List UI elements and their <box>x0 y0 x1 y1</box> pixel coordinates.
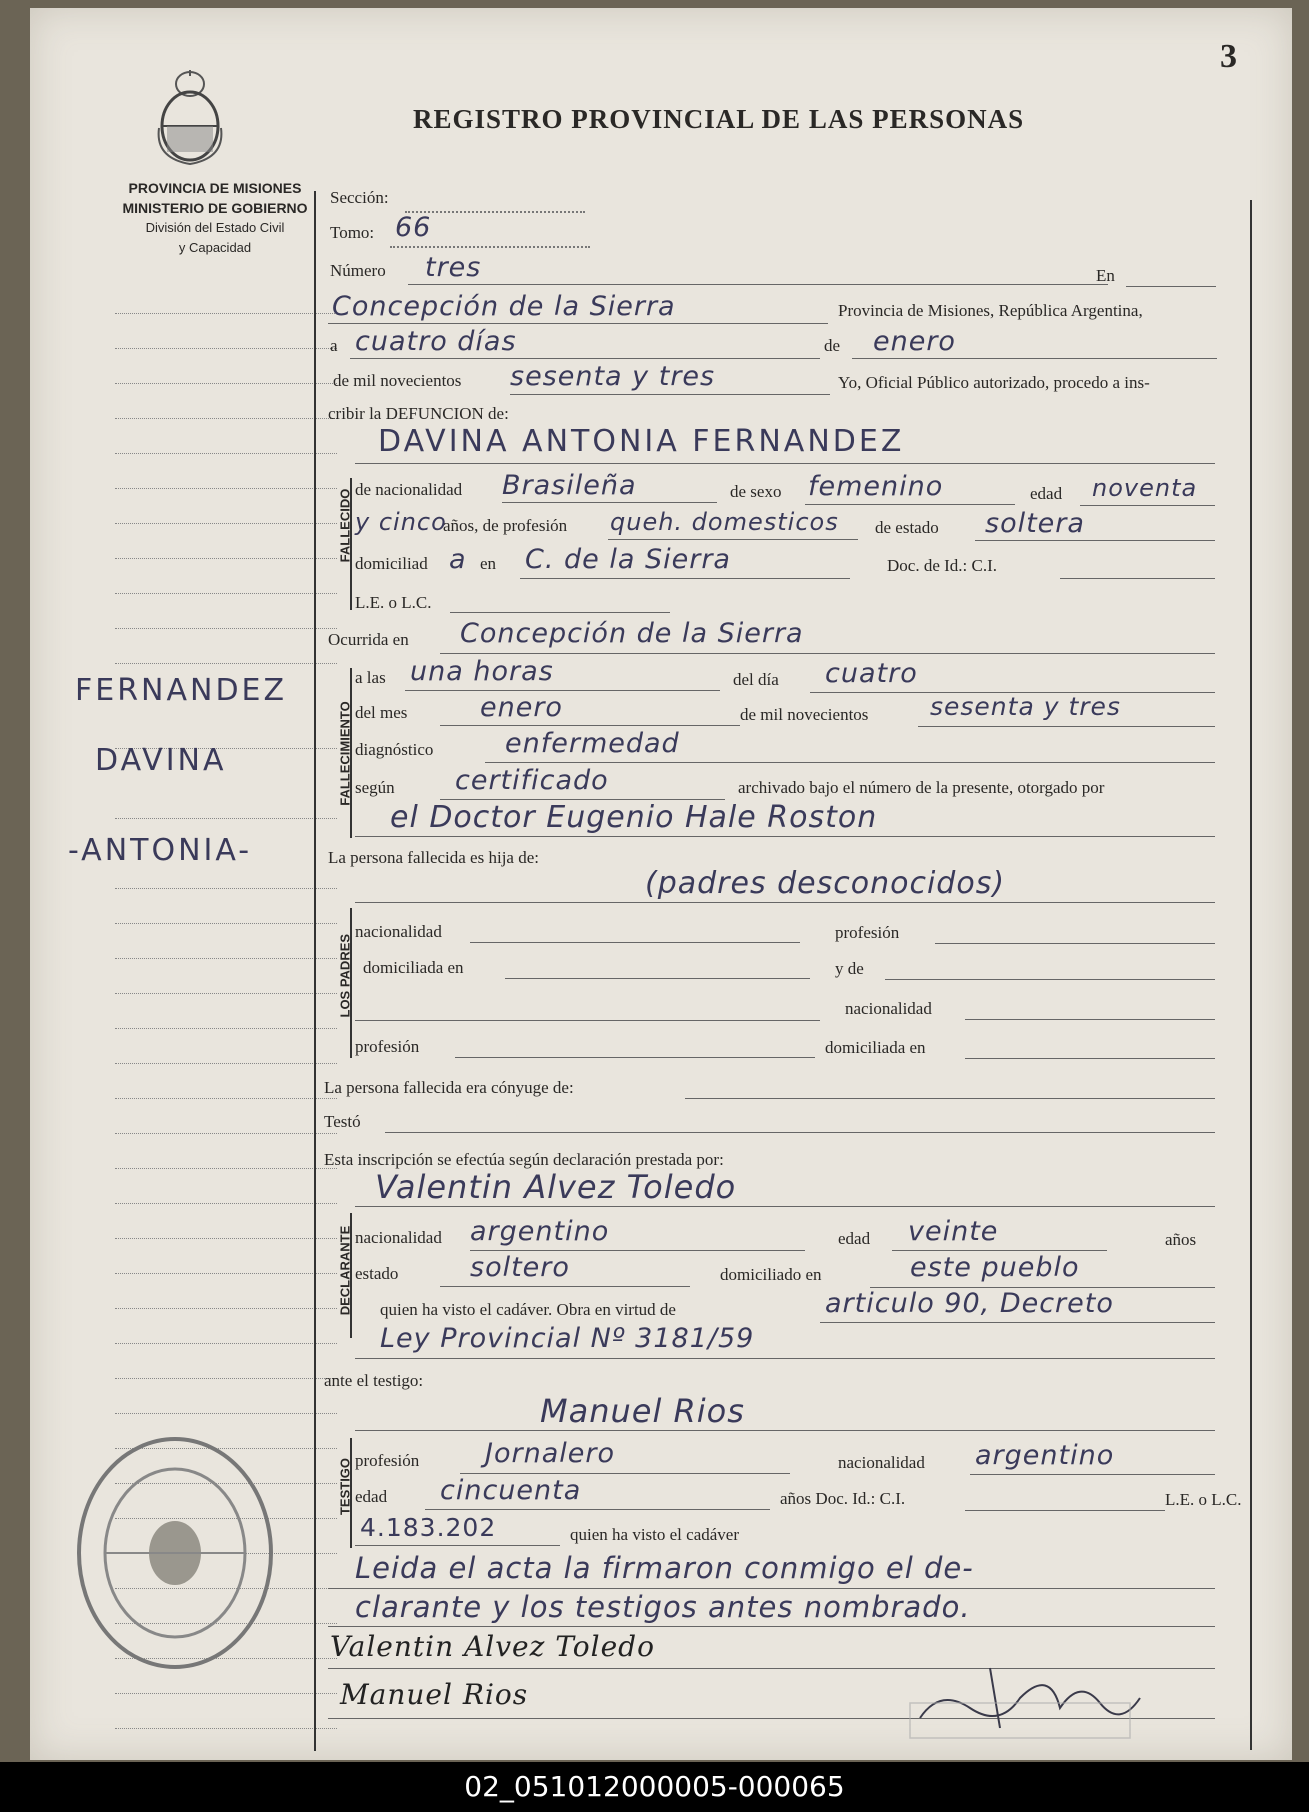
doc-label: Doc. de Id.: C.I. <box>887 556 998 575</box>
decl-obra-line <box>820 1322 1215 1323</box>
deceased-name-line <box>355 463 1215 464</box>
doctor-line <box>355 836 1215 837</box>
prof-value: queh. domesticos <box>610 508 839 536</box>
mil-label: de mil novecientos <box>333 371 462 390</box>
declarante-name-line <box>355 1206 1215 1207</box>
dias-line <box>350 358 820 359</box>
margin-first-name: DAVINA <box>95 743 227 778</box>
dia-value: cuatro <box>825 658 918 689</box>
closing-line-1-rule <box>328 1588 1215 1589</box>
ocurrida-value: Concepción de la Sierra <box>460 618 804 649</box>
test-le-label: L.E. o L.C. <box>1165 1490 1242 1509</box>
fallecido-nac-line <box>502 502 717 503</box>
decl-domic-value: este pueblo <box>910 1252 1080 1283</box>
seccion-label: Sección: <box>330 188 389 207</box>
decl-estado-label: estado <box>355 1264 399 1283</box>
padres-nac-label: nacionalidad <box>355 922 442 941</box>
test-quien-label: quien ha visto el cadáver <box>570 1525 739 1544</box>
decl-obra-value: articulo 90, Decreto <box>825 1288 1114 1319</box>
decl-edad-label: edad <box>838 1229 871 1248</box>
conyuge-line <box>685 1098 1215 1099</box>
domic-value: C. de la Sierra <box>525 544 731 575</box>
margin-second-name: -ANTONIA- <box>68 833 253 868</box>
decl-domic-label: domiciliado en <box>720 1265 822 1284</box>
padres-prof-line <box>935 943 1215 944</box>
page-number: 3 <box>1220 38 1237 75</box>
de-label: de <box>824 336 841 355</box>
register-page <box>30 8 1292 1760</box>
le-line <box>450 612 670 613</box>
mes-line <box>852 358 1217 359</box>
official-signature <box>900 1648 1150 1748</box>
issuer-division: División del Estado Civil <box>145 220 285 235</box>
testo-line <box>385 1132 1215 1133</box>
test-nac-label: nacionalidad <box>838 1453 925 1472</box>
prof-line <box>608 539 858 540</box>
padres-nac2-line <box>965 1019 1215 1020</box>
deceased-name-value: DAVINA ANTONIA FERNANDEZ <box>378 424 905 459</box>
file-id-bar <box>0 1762 1309 1812</box>
en-label: En <box>1096 266 1115 285</box>
decl-quien-label: quien ha visto el cadáver. Obra en virtud de <box>380 1300 676 1319</box>
test-ci-line <box>355 1545 560 1546</box>
test-edad-value: cincuenta <box>440 1475 582 1506</box>
anio-value: sesenta y tres <box>510 361 716 392</box>
edad-line <box>1080 505 1215 506</box>
closing-line-1: Leida el acta la firmaron conmigo el de- <box>355 1551 974 1585</box>
yde-label: y de <box>835 959 864 978</box>
ante-label: ante el testigo: <box>324 1371 424 1390</box>
signature-declarante: Valentin Alvez Toledo <box>330 1630 655 1663</box>
place-line <box>328 323 828 324</box>
numero-value: tres <box>425 252 482 283</box>
padres-prof2-label: profesión <box>355 1037 420 1056</box>
edad-value-1: noventa <box>1092 474 1198 502</box>
diag-label: diagnóstico <box>355 740 434 759</box>
test-nac-value: argentino <box>975 1440 1115 1471</box>
declarante-name-value: Valentin Alvez Toledo <box>375 1168 737 1206</box>
place-value: Concepción de la Sierra <box>332 291 676 322</box>
test-doc-line <box>965 1510 1165 1511</box>
conyuge-label: La persona fallecida era cónyuge de: <box>324 1078 574 1097</box>
official-seal <box>75 1433 275 1673</box>
signature-testigo: Manuel Rios <box>340 1678 529 1711</box>
padres-label: LOS PADRES <box>337 933 353 1018</box>
fallecimiento-label: FALLECIMIENTO <box>337 701 353 806</box>
padres-domic-label: domiciliada en <box>363 958 464 977</box>
margin-surname: FERNANDEZ <box>75 673 288 708</box>
numero-label: Número <box>330 261 386 280</box>
mil2-label: de mil novecientos <box>740 705 869 724</box>
tomo-value: 66 <box>395 212 432 243</box>
decl-nac-line <box>470 1250 805 1251</box>
numero-line <box>408 284 1108 285</box>
decl-estado-line <box>440 1286 690 1287</box>
padres-prof-label: profesión <box>835 923 900 942</box>
diag-value: enfermedad <box>505 728 680 759</box>
a-label: a <box>330 336 338 355</box>
testigo-name-value: Manuel Rios <box>540 1392 745 1430</box>
decl-anos-label: años <box>1165 1230 1197 1249</box>
domic-en-label: en <box>480 554 497 573</box>
fallecido-label: FALLECIDO <box>337 488 353 563</box>
le-label: L.E. o L.C. <box>355 593 432 612</box>
hija-value: (padres desconocidos) <box>645 866 1006 901</box>
yde-line <box>885 979 1215 980</box>
decl-edad-value: veinte <box>908 1216 999 1247</box>
issuer-ministry: MINISTERIO DE GOBIERNO <box>122 200 308 216</box>
closing-line-2: clarante y los testigos antes nombrado. <box>355 1590 971 1624</box>
oficial-text: Yo, Oficial Público autorizado, procedo a ins- <box>838 373 1150 392</box>
hija-line <box>355 902 1215 903</box>
decl-nac-value: argentino <box>470 1216 610 1247</box>
padres-blank-line <box>355 1020 820 1021</box>
prof-label: años, de profesión <box>443 516 568 535</box>
sexo-value: femenino <box>808 471 944 502</box>
anio-line <box>510 394 830 395</box>
test-prof-label: profesión <box>355 1451 420 1470</box>
file-id: 02_051012000005-000065 <box>464 1770 845 1803</box>
en-line <box>1126 286 1216 287</box>
decl-ley-line <box>355 1358 1215 1359</box>
mes-value: enero <box>873 326 956 357</box>
domic-line <box>520 578 850 579</box>
anio2-line <box>918 726 1215 727</box>
closing-line-2-rule <box>328 1626 1215 1627</box>
test-edad-label: edad <box>355 1487 388 1506</box>
tomo-label: Tomo: <box>330 223 375 242</box>
doc-line <box>1060 578 1215 579</box>
mes2-line <box>440 725 740 726</box>
segun-label: según <box>355 778 395 797</box>
segun-value: certificado <box>455 765 609 796</box>
padres-domic2-label: domiciliada en <box>825 1038 926 1057</box>
sexo-line <box>805 504 1015 505</box>
mes2-value: enero <box>480 692 563 723</box>
right-rule <box>1250 200 1252 1750</box>
edad-value-2: y cinco <box>355 508 447 536</box>
sexo-label: de sexo <box>730 482 782 501</box>
hora-value: una horas <box>410 656 554 687</box>
mes2-label: del mes <box>355 703 408 722</box>
hora-line <box>405 690 720 691</box>
padres-prof2-line <box>455 1057 815 1058</box>
estado-label: de estado <box>875 518 939 537</box>
domic-suffix: a <box>449 544 467 575</box>
dia-label: del día <box>733 670 779 689</box>
issuer-capacity: y Capacidad <box>178 240 252 255</box>
ocurrida-label: Ocurrida en <box>328 630 409 649</box>
seccion-line <box>405 211 585 213</box>
coat-of-arms-icon <box>155 68 225 168</box>
inscribir-text: cribir la DEFUNCION de: <box>328 404 509 423</box>
issuer-block <box>90 178 340 258</box>
testigo-label: TESTIGO <box>337 1457 353 1516</box>
alas-label: a las <box>355 668 386 687</box>
domic-label: domiciliad <box>355 554 428 573</box>
edad-label: edad <box>1030 484 1063 503</box>
testo-label: Testó <box>324 1112 361 1131</box>
test-anos-doc-label: años Doc. Id.: C.I. <box>780 1489 906 1508</box>
doctor-value: el Doctor Eugenio Hale Roston <box>390 800 878 835</box>
declarante-intro: Esta inscripción se efectúa según declaración prestada por: <box>324 1150 724 1169</box>
padres-nac-line <box>470 942 800 943</box>
document-title: REGISTRO PROVINCIAL DE LAS PERSONAS <box>413 104 1025 134</box>
test-prof-value: Jornalero <box>485 1438 615 1469</box>
test-ci-value: 4.183.202 <box>360 1513 497 1542</box>
padres-nac2-label: nacionalidad <box>845 999 932 1018</box>
decl-nac-label: nacionalidad <box>355 1228 442 1247</box>
tomo-line <box>390 246 590 248</box>
fallecido-nac-value: Brasileña <box>502 470 637 501</box>
anio2-value: sesenta y tres <box>930 692 1121 721</box>
declarante-label: DECLARANTE <box>337 1225 353 1316</box>
decl-edad-line <box>892 1250 1107 1251</box>
dias-value: cuatro días <box>355 326 517 357</box>
test-prof-line <box>460 1473 790 1474</box>
decl-ley-value: Ley Provincial Nº 3181/59 <box>380 1323 755 1354</box>
fallecido-nac-label: de nacionalidad <box>355 480 463 499</box>
issuer-province: PROVINCIA DE MISIONES <box>128 180 302 196</box>
testigo-name-line <box>355 1430 1215 1431</box>
padres-domic-line <box>505 978 810 979</box>
estado-value: soltera <box>985 508 1085 539</box>
test-edad-line <box>425 1509 770 1510</box>
test-nac-line <box>970 1474 1215 1475</box>
hija-label: La persona fallecida es hija de: <box>328 848 539 867</box>
ocurrida-line <box>440 653 1215 654</box>
archivado-text: archivado bajo el número de la presente, otorgado por <box>738 778 1105 797</box>
diag-line <box>485 762 1215 763</box>
left-rule <box>314 191 316 1751</box>
padres-domic2-line <box>965 1058 1215 1059</box>
provincia-text: Provincia de Misiones, República Argentina, <box>838 301 1143 320</box>
estado-line <box>975 540 1215 541</box>
decl-estado-value: soltero <box>470 1252 570 1283</box>
